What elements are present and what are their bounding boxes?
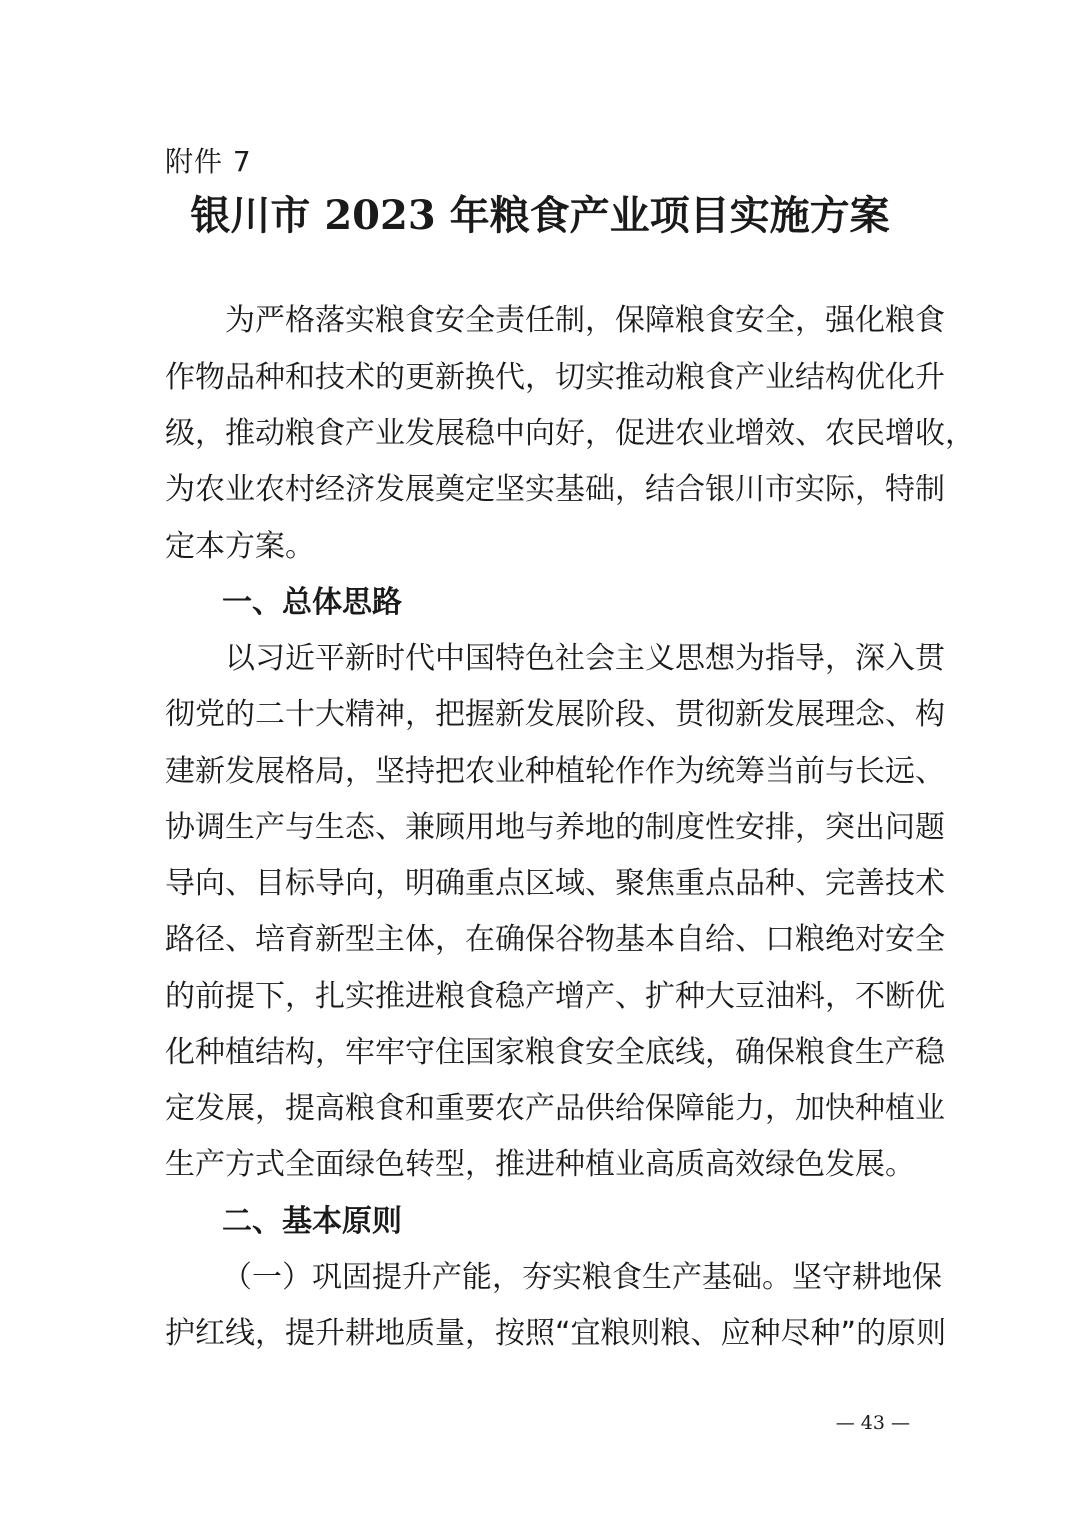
paragraph-line: 的前提下，扎实推进粮食稳产增产、扩种大豆油料，不断优: [165, 979, 945, 1014]
paragraph-line: 路径、培育新型主体，在确保谷物基本自给、口粮绝对安全: [165, 922, 945, 957]
paragraph-line: 为农业农村经济发展奠定坚实基础，结合银川市实际，特制: [165, 472, 945, 507]
paragraph-line: 定发展，提高粮食和重要农产品供给保障能力，加快种植业: [165, 1091, 945, 1126]
paragraph-line: 以习近平新时代中国特色社会主义思想为指导，深入贯: [225, 641, 945, 676]
section-heading: 一、总体思路: [222, 585, 402, 620]
paragraph-line: 化种植结构，牢牢守住国家粮食安全底线，确保粮食生产稳: [165, 1035, 945, 1070]
attachment-label: 附件 7: [165, 145, 252, 178]
document-title: 银川市 2023 年粮食产业项目实施方案: [190, 192, 890, 239]
paragraph-line: 彻党的二十大精神，把握新发展阶段、贯彻新发展理念、构: [165, 697, 945, 732]
paragraph-line: 级，推动粮食产业发展稳中向好，促进农业增效、农民增收，: [165, 416, 975, 451]
paragraph-line: 生产方式全面绿色转型，推进种植业高质高效绿色发展。: [165, 1147, 915, 1182]
paragraph-line: 定本方案。: [165, 529, 315, 564]
paragraph-line: 协调生产与生态、兼顾用地与养地的制度性安排，突出问题: [165, 810, 945, 845]
paragraph-line: 护红线，提升耕地质量，按照“宜粮则粮、应种尽种”的原则: [165, 1316, 947, 1351]
section-heading: 二、基本原则: [222, 1204, 402, 1239]
paragraph-line: 建新发展格局，坚持把农业种植轮作作为统筹当前与长远、: [165, 754, 945, 789]
paragraph-line: （一）巩固提升产能，夯实粮食生产基础。坚守耕地保: [222, 1260, 942, 1295]
paragraph-line: 为严格落实粮食安全责任制，保障粮食安全，强化粮食: [225, 303, 945, 338]
paragraph-line: 导向、目标导向，明确重点区域、聚焦重点品种、完善技术: [165, 866, 945, 901]
page-number: — 43 —: [835, 1412, 910, 1434]
paragraph-line: 作物品种和技术的更新换代，切实推动粮食产业结构优化升: [165, 360, 945, 395]
